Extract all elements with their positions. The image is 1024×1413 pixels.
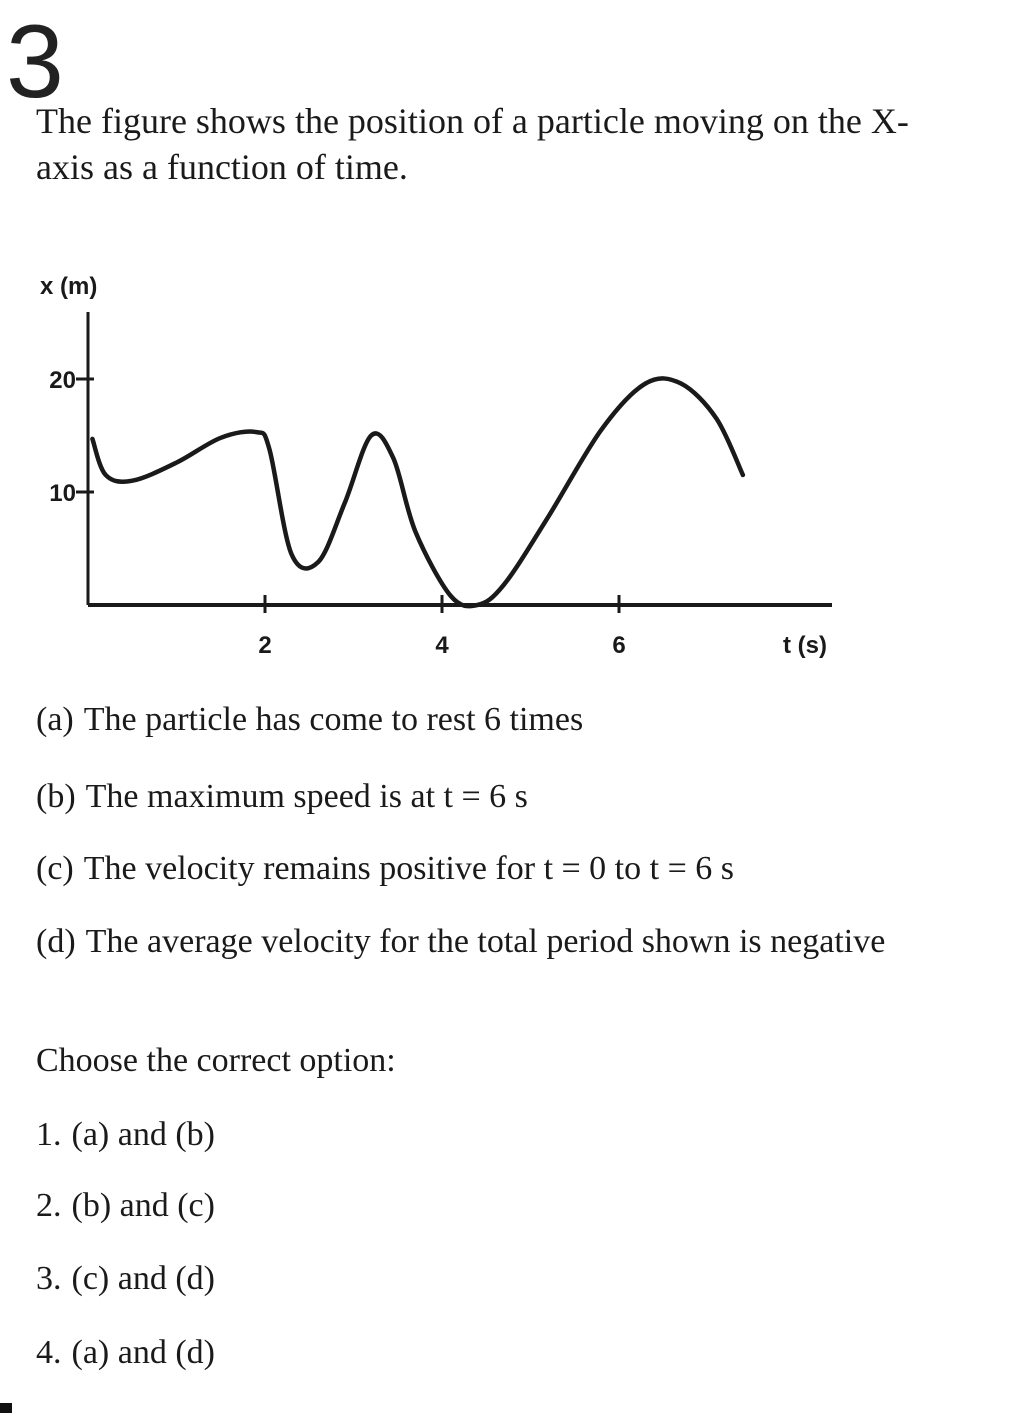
- choice-2-number: 2.: [36, 1187, 62, 1224]
- option-c-label: (c): [36, 850, 74, 887]
- option-a: [36, 697, 583, 743]
- answer-choice-4[interactable]: [36, 1330, 215, 1376]
- option-b-label: (b): [36, 778, 76, 815]
- option-d-label: (d): [36, 923, 76, 960]
- x-axis-label: t (s): [783, 632, 827, 659]
- question-stem: The figure shows the position of a particle moving on the X-axis as a function of time.: [36, 101, 909, 187]
- option-d-text: The average velocity for the total period shown is negative: [85, 923, 886, 960]
- option-a-label: (a): [36, 701, 74, 738]
- option-a-text: The particle has come to rest 6 times: [83, 701, 584, 738]
- option-b-text: The maximum speed is at t = 6 s: [85, 778, 528, 815]
- answer-choice-1[interactable]: [36, 1112, 215, 1158]
- y-tick-label-10: 10: [49, 480, 76, 507]
- choice-4-number: 4.: [36, 1334, 62, 1371]
- graph-axes: [88, 312, 832, 605]
- graph-labels: [40, 273, 827, 659]
- option-b: [36, 774, 528, 820]
- x-tick-label-6: 6: [612, 632, 626, 659]
- y-axis-label: x (m): [40, 273, 98, 300]
- choice-3-number: 3.: [36, 1260, 62, 1297]
- choice-3-text: (c) and (d): [71, 1260, 215, 1297]
- choice-1-number: 1.: [36, 1116, 62, 1153]
- question-number: 3: [6, 4, 64, 120]
- edge-mark: [0, 1403, 12, 1413]
- choice-4-text: (a) and (d): [71, 1334, 215, 1371]
- choice-1-text: (a) and (b): [71, 1116, 215, 1153]
- choose-prompt: Choose the correct option:: [36, 1042, 396, 1079]
- option-c-text: The velocity remains positive for t = 0 to t = 6 s: [83, 850, 734, 887]
- position-curve: [92, 378, 743, 606]
- x-tick-label-4: 4: [435, 632, 449, 659]
- x-tick-label-2: 2: [258, 632, 272, 659]
- choice-2-text: (b) and (c): [71, 1187, 215, 1224]
- option-d: [36, 919, 946, 965]
- option-c: [36, 846, 734, 892]
- position-time-graph: [0, 260, 1024, 670]
- answer-choice-2[interactable]: [36, 1183, 215, 1229]
- y-tick-label-20: 20: [49, 367, 76, 394]
- answer-choice-3[interactable]: [36, 1256, 215, 1302]
